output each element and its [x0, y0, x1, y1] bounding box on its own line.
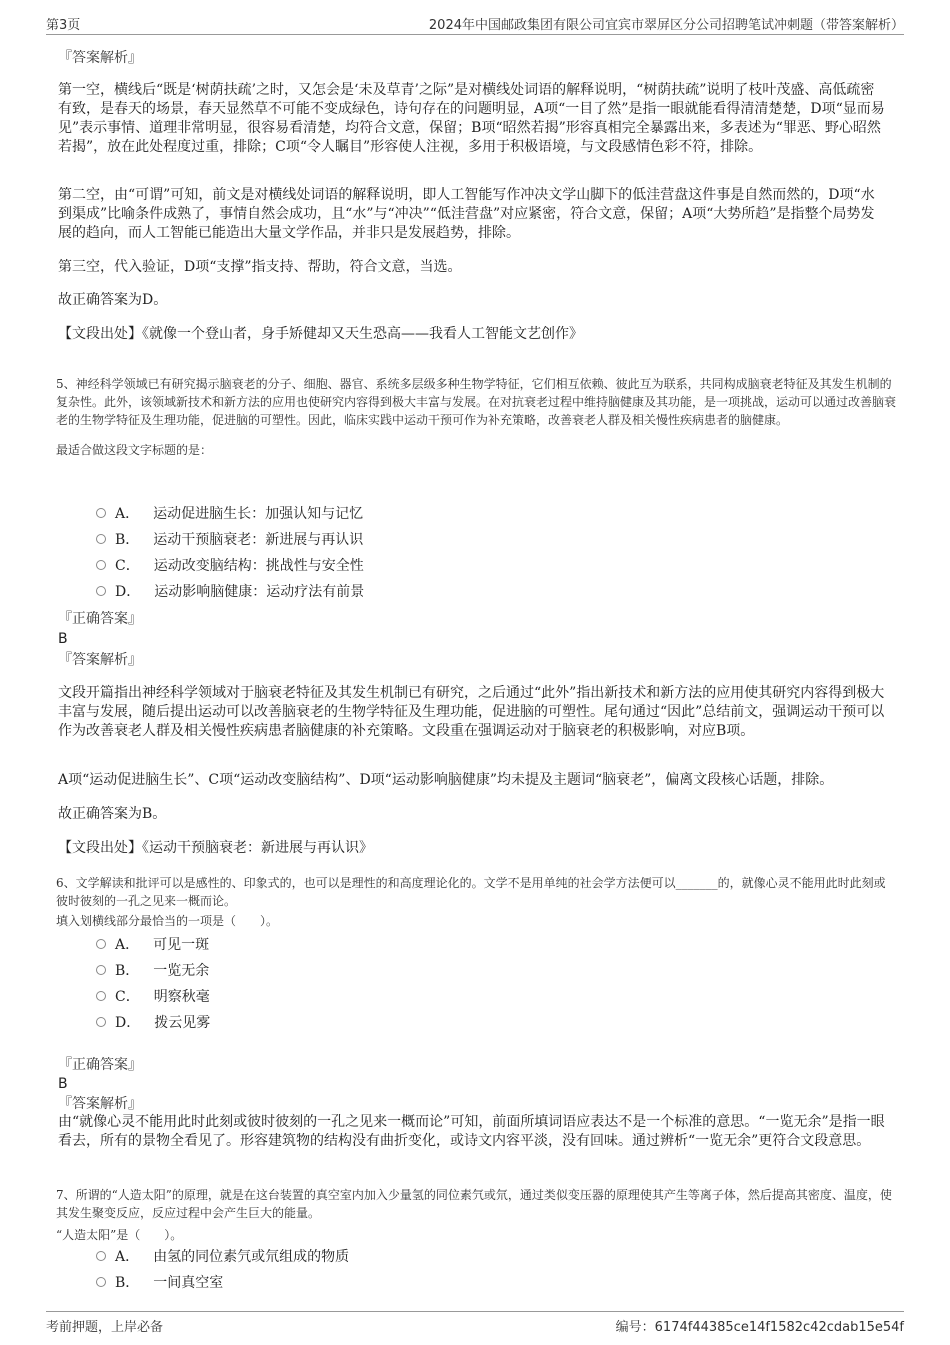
q6-answer: B [58, 1076, 68, 1092]
option-text: 一览无余 [153, 963, 210, 979]
q6-stem: 6、文学解读和批评可以是感性的、印象式的，也可以是理性的和高度理论化的。文学不是用单纯的社会学方法便可以_______的，就像心灵不能用此时此刻或彼时彼刻的一孔之见来一概而论。 [56, 876, 886, 908]
option-letter: B． [115, 963, 140, 979]
q5-source: 【文段出处】《运动干预脑衰老：新进展与再认识》 [58, 840, 373, 856]
q4-analysis-p2: 第二空，由“可谓”可知，前文是对横线处词语的解释说明，即人工智能写作冲决文学山脚下的低洼营盘这件事是自然而然的，D项“水到渠成”比喻条件成熟了，事情自然会成功，且“水”与“冲决”“低洼营盘”对应紧密，符合文意，保留；A项“大势所趋”是指整个局势发展的趋向，而人工智能已能造出大量文学作品，并非只是发展趋势，排除。 [58, 187, 875, 241]
option-text: 运动影响脑健康：运动疗法有前景 [154, 584, 365, 600]
option-letter: C． [115, 989, 140, 1005]
q4-source: 【文段出处】《就像一个登山者，身手矫健却又天生恐高——我看人工智能文艺创作》 [58, 326, 583, 342]
option-text: 由氢的同位素氕或氘组成的物质 [153, 1249, 350, 1265]
radio-icon[interactable] [96, 534, 106, 544]
q5-prompt: 最适合做这段文字标题的是： [56, 443, 213, 457]
q5-stem: 5、神经科学领域已有研究揭示脑衰老的分子、细胞、器官、系统多层级多种生物学特征，它们相互依赖、彼此互为联系，共同构成脑衰老特征及其发生机制的复杂性。此外，该领域新技术和新方法的应用也使研究内容得到极大丰富与发展。在对抗衰老过程中维持脑健康及其功能，是一项挑战，运动可以通过改善脑衰老的生物学特征及生理功能，促进脑的可塑性。因此，临床实践中运动干预可作为补充策略，改善衰老人群及相关慢性疾病患者的脑健康。 [56, 377, 897, 427]
q7-stem: 7、所谓的“人造太阳”的原理，就是在这台装置的真空室内加入少量氢的同位素氕或氘，通过类似变压器的原理使其产生等离子体，然后提高其密度、温度，使其发生聚变反应，反应过程中会产生巨大的能量。 [56, 1188, 892, 1220]
radio-icon[interactable] [96, 586, 106, 596]
option-letter: D． [115, 584, 141, 600]
q5-answer: B [58, 631, 68, 647]
q6-analysis-p1: 由“就像心灵不能用此时此刻或彼时彼刻的一孔之见来一概而论”可知，前面所填词语应表达不是一个标准的意思。“一览无余”是指一眼看去，所有的景物全看见了。形容建筑物的结构没有曲折变化，或诗文内容平淡，没有回味。通过辨析“一览无余”更符合文段意思。 [58, 1114, 885, 1149]
option-letter: B． [115, 1275, 140, 1291]
option-text: 可见一斑 [153, 937, 210, 953]
page-header [46, 14, 904, 35]
page-number: 第3页 [46, 18, 81, 33]
radio-icon[interactable] [96, 560, 106, 570]
q5-analysis-p1: 文段开篇指出神经科学领域对于脑衰老特征及其发生机制已有研究，之后通过“此外”指出新技术和新方法的应用使其研究内容得到极大丰富与发展，随后提出运动可以改善脑衰老的生物学特征及生理功能，促进脑的可塑性。尾句通过“因此”总结前文，强调运动干预可以作为改善衰老人群及相关慢性疾病患者脑健康的补充策略。文段重在强调运动对于脑衰老的积极影响，对应B项。 [58, 685, 885, 739]
option-text: 运动干预脑衰老：新进展与再认识 [153, 532, 364, 548]
option-letter: C． [115, 558, 140, 574]
q4-analysis-p1: 第一空，横线后“既是‘树荫扶疏’之时，又怎会是‘未及草青’之际”是对横线处词语的解释说明，“树荫扶疏”说明了枝叶茂盛、高低疏密有致，是春天的场景，春天显然草不可能不变成绿色，诗句存在的问题明显，A项“一目了然”是指一眼就能看得清清楚楚，D项“显而易见”表示事情、道理非常明显，很容易看清楚，均符合文意，保留；B项“昭然若揭”形容真相完全暴露出来，多表述为“罪恶、野心昭然若揭”，放在此处程度过重，排除；C项“令人瞩目”形容使人注视，多用于积极语境，与文段感情色彩不符，排除。 [58, 82, 885, 155]
option-letter: B． [115, 532, 140, 548]
option-text: 拨云见雾 [154, 1015, 211, 1031]
option-text: 运动促进脑生长：加强认知与记忆 [153, 506, 364, 522]
q5-analysis-p2: A项“运动促进脑生长”、C项“运动改变脑结构”、D项“运动影响脑健康”均未提及主题词“脑衰老”，偏离文段核心话题，排除。 [58, 772, 834, 788]
option-text: 运动改变脑结构：挑战性与安全性 [153, 558, 364, 574]
radio-icon[interactable] [96, 1277, 106, 1287]
q5-option-c[interactable] [96, 556, 364, 576]
q7-option-b[interactable] [96, 1273, 223, 1293]
radio-icon[interactable] [96, 939, 106, 949]
q4-analysis-p4: 故正确答案为D。 [58, 292, 168, 308]
footer-slogan: 考前押题，上岸必备 [46, 1320, 164, 1335]
q6-answer-label: 『正确答案』 [58, 1057, 142, 1073]
option-letter: A． [115, 1249, 140, 1265]
radio-icon[interactable] [96, 508, 106, 518]
radio-icon[interactable] [96, 991, 106, 1001]
q7-option-a[interactable] [96, 1247, 349, 1267]
q5-analysis-p3: 故正确答案为B。 [58, 806, 167, 822]
q6-option-c[interactable] [96, 987, 210, 1007]
radio-icon[interactable] [96, 1017, 106, 1027]
q7-prompt: “人造太阳”是（ ）。 [56, 1228, 183, 1242]
q4-analysis-label: 『答案解析』 [58, 50, 142, 66]
q5-analysis-label: 『答案解析』 [58, 652, 142, 668]
radio-icon[interactable] [96, 1251, 106, 1261]
option-text: 明察秋毫 [153, 989, 210, 1005]
q6-analysis-label: 『答案解析』 [58, 1096, 142, 1112]
radio-icon[interactable] [96, 965, 106, 975]
option-letter: D． [115, 1015, 141, 1031]
q6-prompt: 填入划横线部分最恰当的一项是（ ）。 [56, 914, 279, 928]
document-code: 编号：6174f44385ce14f1582c42cdab15e54f [615, 1320, 904, 1335]
q6-option-d[interactable] [96, 1013, 210, 1033]
q5-option-d[interactable] [96, 582, 364, 602]
q4-analysis-p3: 第三空，代入验证，D项“支撑”指支持、帮助，符合文意，当选。 [58, 259, 462, 275]
q5-option-b[interactable] [96, 530, 363, 550]
document-title: 2024年中国邮政集团有限公司宜宾市翠屏区分公司招聘笔试冲刺题（带答案解析） [428, 18, 904, 33]
page-footer [46, 1311, 904, 1335]
q6-option-a[interactable] [96, 935, 209, 955]
q6-option-b[interactable] [96, 961, 209, 981]
q5-answer-label: 『正确答案』 [58, 611, 142, 627]
q5-option-a[interactable] [96, 504, 363, 524]
option-letter: A． [115, 937, 140, 953]
option-letter: A． [115, 506, 140, 522]
option-text: 一间真空室 [153, 1275, 224, 1291]
